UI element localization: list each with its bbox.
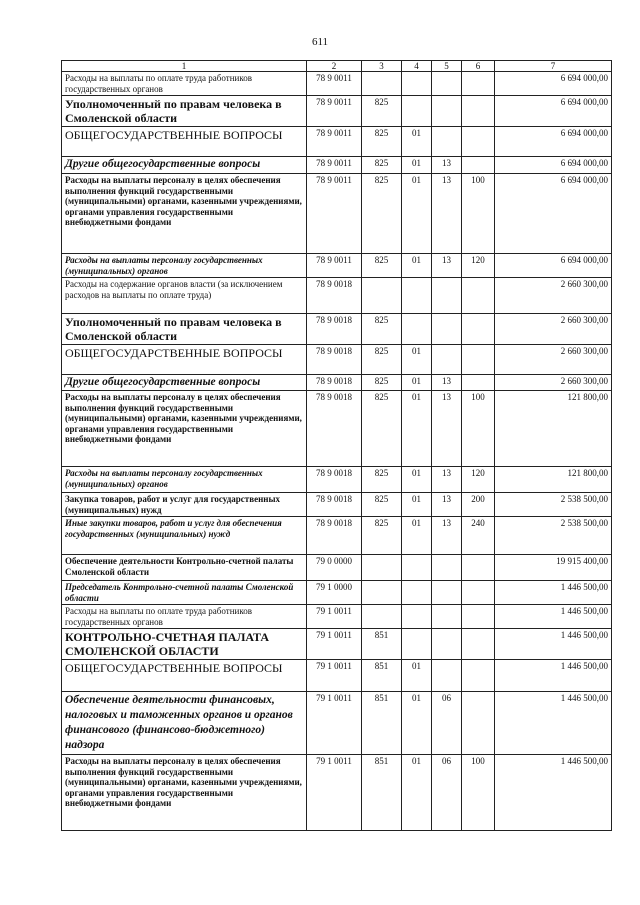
row-name: Уполномоченный по правам человека в Смоленской области: [62, 96, 307, 127]
row-amount: 2 660 300,00: [495, 314, 612, 345]
row-vr: 200: [462, 493, 495, 517]
row-gr: 825: [362, 127, 402, 157]
row-rz: 01: [402, 493, 432, 517]
row-gr: 825: [362, 517, 402, 555]
row-gr: 825: [362, 345, 402, 375]
row-amount: 2 660 300,00: [495, 375, 612, 391]
row-amount: 19 915 400,00: [495, 555, 612, 581]
row-code: 78 9 0018: [307, 345, 362, 375]
row-rz: [402, 555, 432, 581]
row-rz: 01: [402, 692, 432, 755]
row-rz: 01: [402, 517, 432, 555]
table-row: [62, 605, 612, 629]
row-amount: 6 694 000,00: [495, 127, 612, 157]
row-gr: [362, 555, 402, 581]
row-name: ОБЩЕГОСУДАРСТВЕННЫЕ ВОПРОСЫ: [62, 127, 307, 157]
row-pr: [432, 314, 462, 345]
row-amount: 6 694 000,00: [495, 157, 612, 174]
header-cell: 7: [495, 61, 612, 72]
row-amount: 1 446 500,00: [495, 755, 612, 831]
row-vr: [462, 692, 495, 755]
row-amount: 2 538 500,00: [495, 517, 612, 555]
table-row: [62, 581, 612, 605]
row-pr: [432, 629, 462, 660]
budget-table: [61, 60, 612, 831]
row-vr: [462, 345, 495, 375]
header-cell: 3: [362, 61, 402, 72]
row-vr: [462, 605, 495, 629]
table-row: [62, 692, 612, 755]
row-code: 78 9 0011: [307, 96, 362, 127]
row-pr: [432, 660, 462, 692]
row-amount: 6 694 000,00: [495, 72, 612, 96]
row-gr: 825: [362, 375, 402, 391]
page-number: 611: [311, 36, 329, 48]
row-code: 79 1 0011: [307, 692, 362, 755]
table-row: [62, 254, 612, 278]
row-pr: 13: [432, 174, 462, 254]
row-name: Расходы на выплаты персоналу государственных (муниципальных) органов: [62, 467, 307, 493]
row-name: Иные закупки товаров, работ и услуг для обеспечения государственных (муниципальных) нужд: [62, 517, 307, 555]
row-rz: 01: [402, 157, 432, 174]
row-gr: 851: [362, 692, 402, 755]
row-code: 78 9 0018: [307, 467, 362, 493]
table-row: [62, 345, 612, 375]
row-name: Расходы на выплаты персоналу в целях обеспечения выполнения функций государственными (муниципальными) органами, казенными учреждениями, органами управления государственными внебюджетными фондами: [62, 174, 307, 254]
row-vr: [462, 555, 495, 581]
table-row: [62, 278, 612, 314]
row-vr: [462, 278, 495, 314]
row-name: ОБЩЕГОСУДАРСТВЕННЫЕ ВОПРОСЫ: [62, 345, 307, 375]
header-cell: 5: [432, 61, 462, 72]
row-pr: [432, 605, 462, 629]
table-row: [62, 391, 612, 467]
header-row: [62, 61, 612, 72]
row-name: Расходы на выплаты персоналу в целях обеспечения выполнения функций государственными (муниципальными) органами, казенными учреждениями, органами управления государственными внебюджетными фондами: [62, 755, 307, 831]
row-gr: 825: [362, 314, 402, 345]
row-code: 78 9 0018: [307, 391, 362, 467]
row-gr: 825: [362, 157, 402, 174]
row-amount: 1 446 500,00: [495, 605, 612, 629]
row-gr: 825: [362, 96, 402, 127]
row-name: Расходы на выплаты по оплате труда работников государственных органов: [62, 72, 307, 96]
row-amount: 2 660 300,00: [495, 345, 612, 375]
row-rz: [402, 581, 432, 605]
row-code: 79 1 0011: [307, 605, 362, 629]
row-code: 78 9 0011: [307, 254, 362, 278]
row-pr: 13: [432, 517, 462, 555]
row-pr: [432, 581, 462, 605]
header-cell: 4: [402, 61, 432, 72]
row-vr: 100: [462, 174, 495, 254]
row-pr: 13: [432, 375, 462, 391]
row-amount: 2 538 500,00: [495, 493, 612, 517]
row-vr: [462, 581, 495, 605]
row-pr: 13: [432, 157, 462, 174]
row-rz: 01: [402, 467, 432, 493]
table-row: [62, 660, 612, 692]
row-code: 78 9 0018: [307, 493, 362, 517]
row-name: Обеспечение деятельности финансовых, налоговых и таможенных органов и органов финансового (финансово-бюджетного) надзора: [62, 692, 307, 755]
row-amount: 1 446 500,00: [495, 660, 612, 692]
row-pr: [432, 278, 462, 314]
table-row: [62, 157, 612, 174]
table-row: [62, 755, 612, 831]
row-name: ОБЩЕГОСУДАРСТВЕННЫЕ ВОПРОСЫ: [62, 660, 307, 692]
row-name: Расходы на содержание органов власти (за исключением расходов на выплаты по оплате труда): [62, 278, 307, 314]
row-rz: 01: [402, 755, 432, 831]
row-rz: [402, 605, 432, 629]
table-row: [62, 629, 612, 660]
row-rz: [402, 96, 432, 127]
row-amount: 121 800,00: [495, 391, 612, 467]
row-gr: 825: [362, 254, 402, 278]
row-amount: 1 446 500,00: [495, 629, 612, 660]
row-code: 78 9 0018: [307, 278, 362, 314]
row-vr: [462, 157, 495, 174]
row-gr: 825: [362, 391, 402, 467]
row-rz: 01: [402, 345, 432, 375]
row-pr: 06: [432, 755, 462, 831]
row-vr: [462, 314, 495, 345]
row-rz: [402, 629, 432, 660]
row-rz: 01: [402, 174, 432, 254]
row-gr: [362, 72, 402, 96]
table-row: [62, 467, 612, 493]
row-vr: [462, 72, 495, 96]
header-cell: 1: [62, 61, 307, 72]
row-vr: 120: [462, 467, 495, 493]
row-pr: 13: [432, 493, 462, 517]
row-amount: 121 800,00: [495, 467, 612, 493]
row-code: 78 9 0018: [307, 517, 362, 555]
table-row: [62, 517, 612, 555]
row-vr: [462, 96, 495, 127]
row-gr: [362, 605, 402, 629]
row-pr: 13: [432, 254, 462, 278]
row-code: 79 1 0011: [307, 660, 362, 692]
header-cell: 2: [307, 61, 362, 72]
row-rz: [402, 278, 432, 314]
row-pr: [432, 345, 462, 375]
table-row: [62, 493, 612, 517]
row-gr: 825: [362, 467, 402, 493]
row-gr: 825: [362, 493, 402, 517]
row-vr: [462, 629, 495, 660]
row-amount: 1 446 500,00: [495, 581, 612, 605]
row-code: 78 9 0011: [307, 174, 362, 254]
row-pr: [432, 96, 462, 127]
row-code: 79 1 0011: [307, 629, 362, 660]
table-row: [62, 72, 612, 96]
row-amount: 2 660 300,00: [495, 278, 612, 314]
row-rz: 01: [402, 127, 432, 157]
row-rz: 01: [402, 254, 432, 278]
row-vr: 100: [462, 391, 495, 467]
row-gr: 851: [362, 755, 402, 831]
row-pr: [432, 555, 462, 581]
row-pr: [432, 72, 462, 96]
row-code: 79 0 0000: [307, 555, 362, 581]
row-amount: 6 694 000,00: [495, 254, 612, 278]
row-name: Председатель Контрольно-счетной палаты Смоленской области: [62, 581, 307, 605]
row-name: Расходы на выплаты персоналу государственных (муниципальных) органов: [62, 254, 307, 278]
header-cell: 6: [462, 61, 495, 72]
row-vr: [462, 127, 495, 157]
row-rz: 01: [402, 660, 432, 692]
row-gr: [362, 581, 402, 605]
row-vr: [462, 660, 495, 692]
row-pr: 13: [432, 391, 462, 467]
row-pr: 06: [432, 692, 462, 755]
row-gr: 851: [362, 660, 402, 692]
row-code: 79 1 0011: [307, 755, 362, 831]
row-amount: 6 694 000,00: [495, 96, 612, 127]
row-code: 78 9 0011: [307, 127, 362, 157]
row-name: Закупка товаров, работ и услуг для государственных (муниципальных) нужд: [62, 493, 307, 517]
row-name: КОНТРОЛЬНО-СЧЕТНАЯ ПАЛАТА СМОЛЕНСКОЙ ОБЛАСТИ: [62, 629, 307, 660]
row-pr: [432, 127, 462, 157]
row-amount: 1 446 500,00: [495, 692, 612, 755]
row-name: Расходы на выплаты по оплате труда работников государственных органов: [62, 605, 307, 629]
row-code: 78 9 0011: [307, 157, 362, 174]
table-row: [62, 127, 612, 157]
row-gr: 851: [362, 629, 402, 660]
table-row: [62, 555, 612, 581]
row-vr: 120: [462, 254, 495, 278]
row-name: Уполномоченный по правам человека в Смоленской области: [62, 314, 307, 345]
row-amount: 6 694 000,00: [495, 174, 612, 254]
row-gr: 825: [362, 174, 402, 254]
table-row: [62, 96, 612, 127]
table-row: [62, 314, 612, 345]
row-name: Обеспечение деятельности Контрольно-счетной палаты Смоленской области: [62, 555, 307, 581]
row-name: Другие общегосударственные вопросы: [62, 375, 307, 391]
row-code: 79 1 0000: [307, 581, 362, 605]
row-code: 78 9 0011: [307, 72, 362, 96]
row-gr: [362, 278, 402, 314]
row-code: 78 9 0018: [307, 314, 362, 345]
row-pr: 13: [432, 467, 462, 493]
table-row: [62, 174, 612, 254]
row-name: Расходы на выплаты персоналу в целях обеспечения выполнения функций государственными (муниципальными) органами, казенными учреждениями, органами управления государственными внебюджетными фондами: [62, 391, 307, 467]
row-name: Другие общегосударственные вопросы: [62, 157, 307, 174]
row-vr: [462, 375, 495, 391]
row-rz: 01: [402, 375, 432, 391]
row-vr: 240: [462, 517, 495, 555]
table-row: [62, 375, 612, 391]
row-vr: 100: [462, 755, 495, 831]
row-rz: 01: [402, 391, 432, 467]
row-rz: [402, 72, 432, 96]
row-rz: [402, 314, 432, 345]
row-code: 78 9 0018: [307, 375, 362, 391]
